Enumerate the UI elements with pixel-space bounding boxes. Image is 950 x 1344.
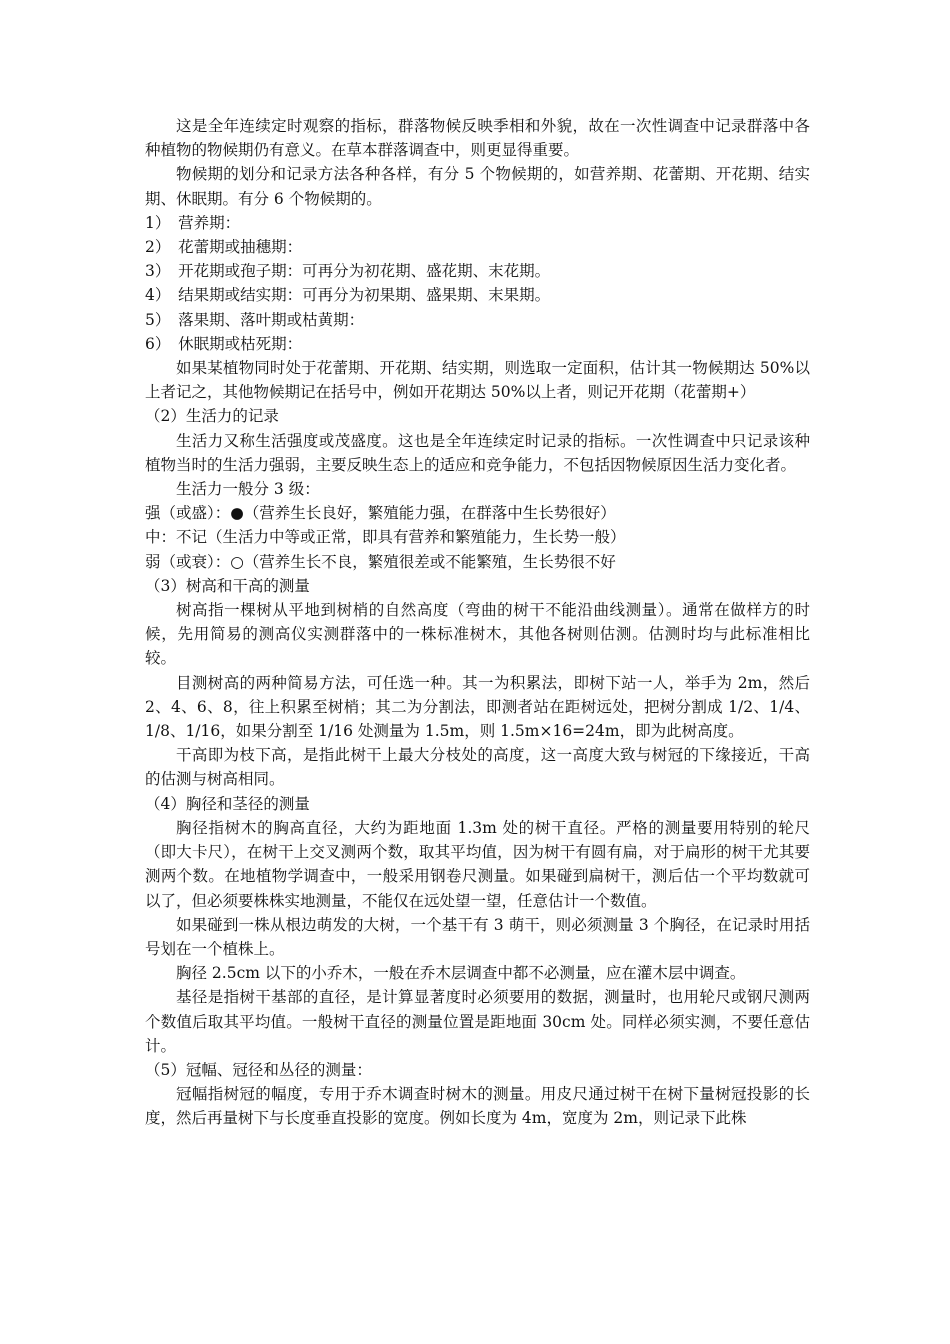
- body-paragraph: 目测树高的两种简易方法，可任选一种。其一为积累法，即树下站一人，举手为 2m，然后 2、4、6、8，往上积累至树梢；其二为分割法，即测者站在距树远处，把树分割成 1/2、1/4、1/8、1/16，如果分割至 1/16 处测量为 1.5m，则 1.5m×16=24m，即为此树高度。: [145, 673, 810, 741]
- document-body: [145, 114, 810, 1131]
- body-paragraph: 胸径指树木的胸高直径，大约为距地面 1.3m 处的树干直径。严格的测量要用特别的轮尺（即大卡尺），在树干上交叉测两个数，取其平均值，因为树干有圆有扁，对于扁形的树干尤其要测两个数。在地植物学调查中，一般采用钢卷尺测量。如果碰到扁树干，测后估一个平均数就可以了，但必须要株株实地测量，不能仅在远处望一望，任意估计一个数值。: [145, 818, 810, 910]
- vitality-level-item: 弱（或衰）：○（营养生长不良，繁殖很差或不能繁殖，生长势很不好: [145, 552, 616, 571]
- body-paragraph: 这是全年连续定时观察的指标，群落物候反映季相和外貌，故在一次性调查中记录群落中各种植物的物候期仍有意义。在草本群落调查中，则更显得重要。: [145, 117, 810, 160]
- section-heading: （2）生活力的记录: [145, 407, 279, 426]
- body-paragraph: 冠幅指树冠的幅度，专用于乔木调查时树木的测量。用皮尺通过树干在树下量树冠投影的长度，然后再量树下与长度垂直投影的宽度。例如长度为 4m，宽度为 2m，则记录下此株: [145, 1085, 810, 1128]
- vitality-level-item: 中：不记（生活力中等或正常，即具有营养和繁殖能力，生长势一般）: [145, 528, 626, 547]
- list-item: 2） 花蕾期或抽穗期：: [145, 238, 303, 257]
- body-paragraph: 树高指一棵树从平地到树梢的自然高度（弯曲的树干不能沿曲线测量）。通常在做样方的时候，先用简易的测高仪实测群落中的一株标准树木，其他各树则估测。估测时均与此标准相比较。: [145, 601, 810, 668]
- body-paragraph: 基径是指树干基部的直径，是计算显著度时必须要用的数据，测量时，也用轮尺或钢尺测两个数值后取其平均值。一般树干直径的测量位置是距地面 30cm 处。同样必须实测，不要任意估计。: [145, 988, 810, 1055]
- body-paragraph: 生活力又称生活强度或茂盛度。这也是全年连续定时记录的指标。一次性调查中只记录该种植物当时的生活力强弱，主要反映生态上的适应和竞争能力，不包括因物候原因生活力变化者。: [145, 431, 810, 474]
- list-item: 3） 开花期或孢子期：可再分为初花期、盛花期、末花期。: [145, 262, 551, 281]
- list-item: 6） 休眠期或枯死期：: [145, 334, 303, 353]
- body-paragraph: 如果某植物同时处于花蕾期、开花期、结实期，则选取一定面积，估计其一物候期达 50%以上者记之，其他物候期记在括号中，例如开花期达 50%以上者，则记开花期（花蕾期+）: [145, 359, 810, 402]
- list-item: 4） 结果期或结实期：可再分为初果期、盛果期、末果期。: [145, 286, 551, 305]
- list-item: 1） 营养期：: [145, 213, 241, 232]
- section-heading: （5）冠幅、冠径和丛径的测量：: [145, 1060, 372, 1079]
- section-heading: （4）胸径和茎径的测量: [145, 794, 310, 813]
- list-item: 5） 落果期、落叶期或枯黄期：: [145, 310, 365, 329]
- section-heading: （3）树高和干高的测量: [145, 576, 310, 595]
- body-paragraph: 生活力一般分 3 级：: [176, 480, 320, 499]
- vitality-level-item: 强（或盛）：●（营养生长良好，繁殖能力强，在群落中生长势很好）: [145, 504, 616, 523]
- body-paragraph: 胸径 2.5cm 以下的小乔木，一般在乔木层调查中都不必测量，应在灌木层中调查。: [176, 964, 746, 983]
- body-paragraph: 如果碰到一株从根边萌发的大树，一个基干有 3 萌干，则必须测量 3 个胸径，在记录时用括号划在一个植株上。: [145, 915, 810, 958]
- body-paragraph: 物候期的划分和记录方法各种各样，有分 5 个物候期的，如营养期、花蕾期、开花期、结实期、休眠期。有分 6 个物候期的。: [145, 165, 810, 208]
- body-paragraph: 干高即为枝下高，是指此树干上最大分枝处的高度，这一高度大致与树冠的下缘接近，干高的估测与树高相同。: [145, 746, 810, 789]
